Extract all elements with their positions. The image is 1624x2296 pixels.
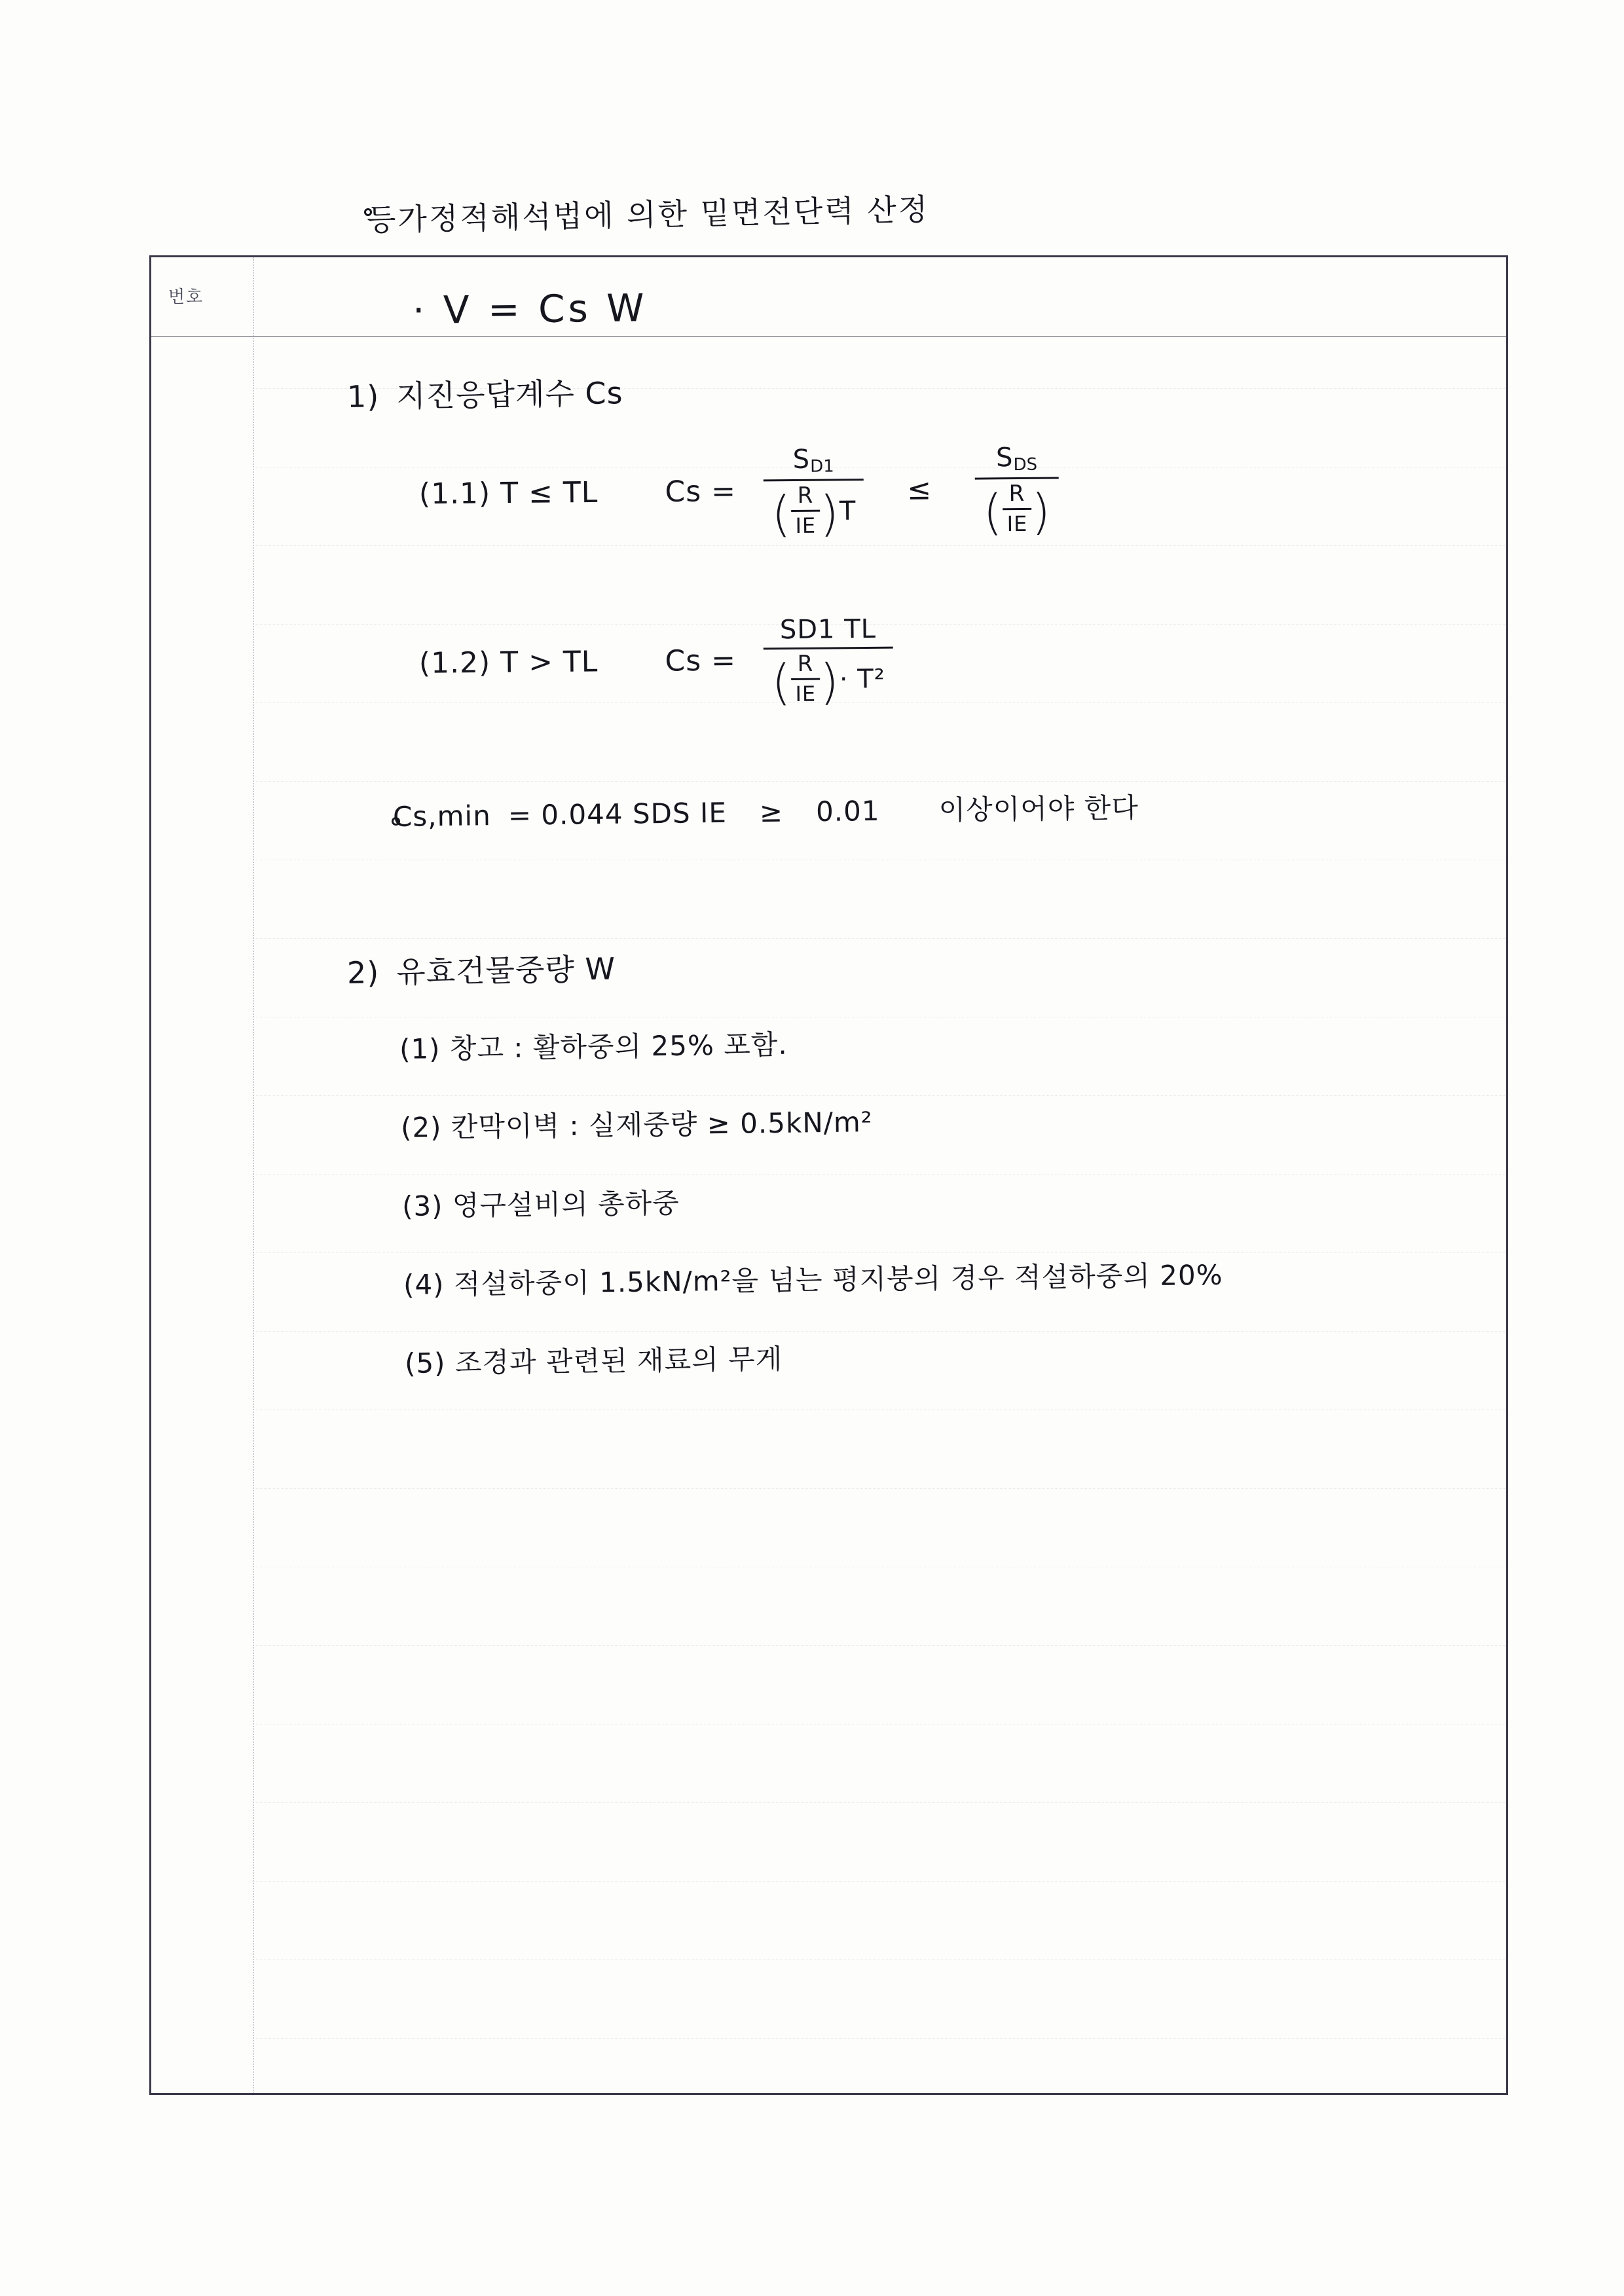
case-1-1-relation: ≤ xyxy=(906,473,932,507)
case-1-2-denominator: ( $\frac{R}{IE}$ )· T² xyxy=(771,650,885,711)
section-2-number: 2) xyxy=(346,955,380,991)
bound-denominator: ( $\frac{R}{IE}$ ) xyxy=(983,480,1052,541)
cs-min-symbol: Cs,min xyxy=(392,799,492,833)
case-1-1-denominator: ( $\frac{R}{IE}$ )T xyxy=(771,482,857,543)
list-item: (4) 적설하중이 1.5kN/m²을 넘는 평지붕의 경우 적설하중의 20% xyxy=(403,1258,1223,1301)
case-1-2-label: (1.2) T > TL xyxy=(418,645,599,680)
bound-numerator: $S_{DS}$ xyxy=(995,443,1038,475)
case-1-1-numerator: $S_{D1}$ xyxy=(792,444,834,477)
cs-min-relation: ≥ xyxy=(759,795,784,829)
sheet-margin-line xyxy=(253,257,254,2093)
case-1-1-lhs: Cs = xyxy=(665,475,737,509)
cs-min-text: 이상이어야 한다 xyxy=(938,792,1139,826)
case-1-1-row xyxy=(418,443,1061,549)
case-1-1-fraction xyxy=(761,444,867,543)
sheet-header-divider xyxy=(151,336,1506,337)
section-1-title: 지진응답계수 Cs xyxy=(396,375,623,414)
page-title: 등가정적해석법에 의한 밑면전단력 산정 xyxy=(366,191,930,238)
case-1-2-fraction xyxy=(761,614,896,711)
case-1-2-row xyxy=(418,613,896,718)
main-equation: · V = Cs W xyxy=(412,285,648,333)
list-item: (3) 영구설비의 총하중 xyxy=(401,1186,680,1222)
case-1-1-upper-bound xyxy=(972,442,1062,541)
case-1-2-lhs: Cs = xyxy=(665,644,737,678)
cs-min-value: 0.01 xyxy=(815,794,880,828)
list-item: (1) 창고 : 활하중의 25% 포함. xyxy=(399,1028,788,1065)
case-1-2-numerator: SD1 TL xyxy=(779,613,877,646)
section-1-number: 1) xyxy=(346,378,380,414)
case-1-1-label: (1.1) T ≤ TL xyxy=(418,475,599,511)
number-cell-label: 번호 xyxy=(168,287,204,307)
cs-min-equals: = 0.044 SDS IE xyxy=(507,796,728,831)
list-item: (5) 조경과 관련된 재료의 무게 xyxy=(404,1342,783,1379)
section-2-heading xyxy=(346,945,616,993)
section-1-heading xyxy=(347,369,623,416)
section-2-title: 유효건물중량 W xyxy=(396,951,616,990)
list-item: (2) 칸막이벽 : 실제중량 ≥ 0.5kN/m² xyxy=(400,1106,873,1144)
